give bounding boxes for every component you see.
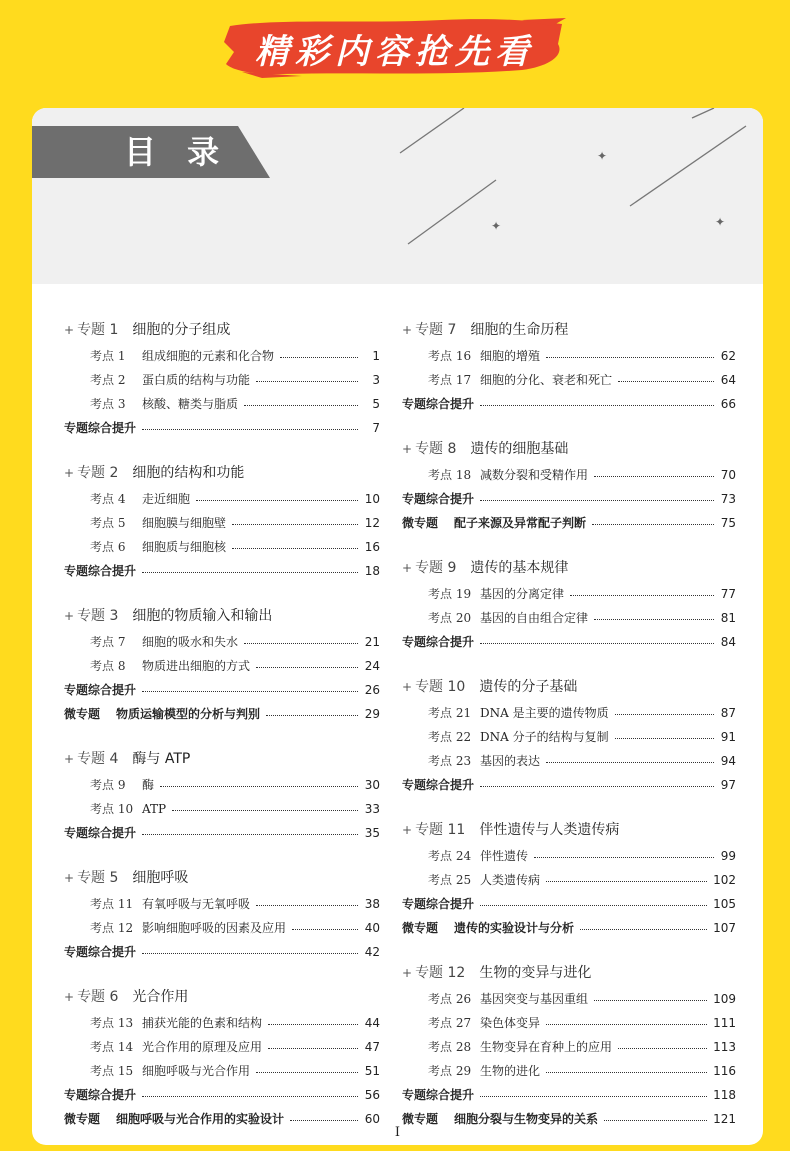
toc-section bbox=[64, 983, 380, 1131]
page-number-ref: 33 bbox=[364, 802, 380, 816]
entry-title: 细胞质与细胞核 bbox=[142, 540, 227, 554]
entry-label: 微专题 bbox=[402, 516, 439, 530]
plus-icon: + bbox=[402, 561, 413, 575]
page-number-ref: 77 bbox=[720, 587, 736, 601]
entry-title: 物质运输模型的分析与判别 bbox=[116, 707, 261, 721]
section-heading[interactable] bbox=[64, 602, 380, 630]
entry-title: DNA 是主要的遗传物质 bbox=[480, 706, 609, 720]
dot-leader bbox=[480, 905, 707, 906]
dot-leader bbox=[546, 1072, 707, 1073]
section-heading[interactable] bbox=[64, 459, 380, 487]
dot-leader bbox=[480, 500, 714, 501]
toc-section bbox=[402, 316, 736, 416]
entry-label: 微专题 bbox=[402, 921, 439, 935]
entry-title: 细胞分裂与生物变异的关系 bbox=[454, 1112, 599, 1126]
toc-section bbox=[64, 602, 380, 726]
dot-leader bbox=[256, 905, 358, 906]
entry-title: 细胞膜与细胞壁 bbox=[142, 516, 227, 530]
entry-label: 考点 2 bbox=[90, 373, 126, 387]
summary-entry[interactable] bbox=[64, 940, 380, 964]
toc-entry[interactable] bbox=[402, 844, 736, 868]
section-heading[interactable] bbox=[402, 816, 736, 844]
summary-entry[interactable] bbox=[64, 821, 380, 845]
entry-label: 微专题 bbox=[64, 1112, 101, 1126]
page-number-ref: 7 bbox=[372, 421, 380, 435]
toc-entry[interactable] bbox=[402, 1035, 736, 1059]
entry-label: 考点 14 bbox=[90, 1040, 134, 1054]
section-title: 遗传的基本规律 bbox=[470, 560, 569, 576]
dot-leader bbox=[290, 1120, 358, 1121]
section-title: 光合作用 bbox=[132, 989, 189, 1005]
entry-label: 考点 24 bbox=[428, 849, 472, 863]
entry-title: 捕获光能的色素和结构 bbox=[142, 1016, 263, 1030]
entry-title: 细胞呼吸与光合作用的实验设计 bbox=[116, 1112, 285, 1126]
entry-label: 考点 17 bbox=[428, 373, 472, 387]
toc-entry[interactable] bbox=[64, 773, 380, 797]
page-number-ref: 10 bbox=[364, 492, 380, 506]
entry-label: 微专题 bbox=[402, 1112, 439, 1126]
entry-title: 配子来源及异常配子判断 bbox=[454, 516, 587, 530]
toc-section bbox=[402, 554, 736, 654]
toc-entry[interactable] bbox=[64, 1011, 380, 1035]
section-heading[interactable] bbox=[64, 864, 380, 892]
entry-title: 遗传的实验设计与分析 bbox=[454, 921, 575, 935]
section-heading[interactable] bbox=[64, 745, 380, 773]
dot-leader bbox=[142, 691, 358, 692]
toc-entry[interactable] bbox=[402, 582, 736, 606]
page-number-ref: 56 bbox=[364, 1088, 380, 1102]
summary-entry[interactable] bbox=[64, 678, 380, 702]
toc-section bbox=[402, 816, 736, 940]
entry-label: 考点 22 bbox=[428, 730, 472, 744]
section-title: 遗传的分子基础 bbox=[479, 679, 578, 695]
section-title: 细胞的分子组成 bbox=[132, 322, 231, 338]
page-number-ref: 118 bbox=[713, 1088, 736, 1102]
dot-leader bbox=[615, 738, 714, 739]
section-title: 酶与 ATP bbox=[132, 751, 191, 767]
section-heading[interactable] bbox=[64, 983, 380, 1011]
plus-icon: + bbox=[402, 823, 413, 837]
page-number-ref: 44 bbox=[364, 1016, 380, 1030]
toc-entry[interactable] bbox=[402, 725, 736, 749]
section-label: 专题 12 bbox=[415, 965, 466, 981]
entry-title: 走近细胞 bbox=[142, 492, 191, 506]
section-heading[interactable] bbox=[402, 673, 736, 701]
dot-leader bbox=[592, 524, 714, 525]
plus-icon: + bbox=[64, 323, 75, 337]
summary-entry[interactable] bbox=[402, 773, 736, 797]
toc-entry[interactable] bbox=[64, 630, 380, 654]
section-title: 伴性遗传与人类遗传病 bbox=[479, 822, 620, 838]
page-number-ref: 94 bbox=[720, 754, 736, 768]
page-number-ref: 30 bbox=[364, 778, 380, 792]
page-number-ref: 51 bbox=[364, 1064, 380, 1078]
dot-leader bbox=[280, 357, 358, 358]
entry-title: 基因突变与基因重组 bbox=[480, 992, 589, 1006]
page-number-ref: 102 bbox=[713, 873, 736, 887]
plus-icon: + bbox=[402, 323, 413, 337]
page-number-ref: 24 bbox=[364, 659, 380, 673]
dot-leader bbox=[266, 715, 358, 716]
page-number-ref: 97 bbox=[720, 778, 736, 792]
entry-title: 专题综合提升 bbox=[64, 945, 137, 959]
dot-leader bbox=[546, 881, 707, 882]
section-label: 专题 7 bbox=[415, 322, 457, 338]
entry-label: 考点 13 bbox=[90, 1016, 134, 1030]
entry-label: 考点 26 bbox=[428, 992, 472, 1006]
plus-icon: + bbox=[402, 680, 413, 694]
page-number-ref: 26 bbox=[364, 683, 380, 697]
section-title: 细胞的生命历程 bbox=[470, 322, 569, 338]
toc-entry[interactable] bbox=[64, 344, 380, 368]
entry-label: 考点 25 bbox=[428, 873, 472, 887]
entry-title: 光合作用的原理及应用 bbox=[142, 1040, 263, 1054]
dot-leader bbox=[570, 595, 714, 596]
section-title: 细胞的结构和功能 bbox=[132, 465, 245, 481]
plus-icon: + bbox=[64, 609, 75, 623]
plus-icon: + bbox=[64, 990, 75, 1004]
page-number-ref: 73 bbox=[720, 492, 736, 506]
entry-title: 细胞的增殖 bbox=[480, 349, 541, 363]
toc-entry[interactable] bbox=[64, 535, 380, 559]
star-icon: ✦ bbox=[596, 149, 608, 163]
entry-label: 考点 11 bbox=[90, 897, 134, 911]
entry-title: 蛋白质的结构与功能 bbox=[142, 373, 251, 387]
banner bbox=[222, 14, 568, 80]
page-number-ref: 62 bbox=[720, 349, 736, 363]
toc-entry[interactable] bbox=[64, 892, 380, 916]
page-number-ref: 16 bbox=[364, 540, 380, 554]
page-number-ref: 107 bbox=[713, 921, 736, 935]
toc-entry[interactable] bbox=[64, 1035, 380, 1059]
page-number-ref: 47 bbox=[364, 1040, 380, 1054]
section-label: 专题 8 bbox=[415, 441, 457, 457]
page-number-ref: 116 bbox=[713, 1064, 736, 1078]
plus-icon: + bbox=[64, 466, 75, 480]
dot-leader bbox=[604, 1120, 707, 1121]
page-number-ref: 121 bbox=[713, 1112, 736, 1126]
entry-label: 考点 16 bbox=[428, 349, 472, 363]
toc-entry[interactable] bbox=[402, 868, 736, 892]
dot-leader bbox=[594, 476, 714, 477]
section-label: 专题 1 bbox=[77, 322, 119, 338]
toc-entry[interactable] bbox=[402, 749, 736, 773]
star-icon: ✦ bbox=[490, 219, 502, 233]
entry-title: 专题综合提升 bbox=[64, 1088, 137, 1102]
entry-title: 酶 bbox=[142, 778, 155, 792]
entry-title: 专题综合提升 bbox=[64, 421, 137, 435]
page-number-ref: 109 bbox=[713, 992, 736, 1006]
entry-title: 人类遗传病 bbox=[480, 873, 541, 887]
toc-entry[interactable] bbox=[64, 487, 380, 511]
summary-entry[interactable] bbox=[402, 392, 736, 416]
dot-leader bbox=[580, 929, 707, 930]
entry-title: 核酸、糖类与脂质 bbox=[142, 397, 239, 411]
dot-leader bbox=[256, 381, 358, 382]
entry-title: ATP bbox=[142, 802, 167, 816]
toc-section bbox=[64, 864, 380, 964]
page-title: 目 录 bbox=[124, 133, 230, 171]
toc-entry[interactable] bbox=[64, 1059, 380, 1083]
entry-label: 考点 8 bbox=[90, 659, 126, 673]
entry-label: 微专题 bbox=[64, 707, 101, 721]
entry-label: 考点 20 bbox=[428, 611, 472, 625]
entry-label: 考点 3 bbox=[90, 397, 126, 411]
entry-label: 考点 19 bbox=[428, 587, 472, 601]
page-number-ref: 105 bbox=[713, 897, 736, 911]
page-number-ref: 12 bbox=[364, 516, 380, 530]
section-heading[interactable] bbox=[402, 435, 736, 463]
section-label: 专题 4 bbox=[77, 751, 119, 767]
toc-section bbox=[402, 435, 736, 535]
entry-title: 专题综合提升 bbox=[64, 683, 137, 697]
section-label: 专题 10 bbox=[415, 679, 466, 695]
entry-title: 专题综合提升 bbox=[402, 897, 475, 911]
page-number-ref: 91 bbox=[720, 730, 736, 744]
dot-leader bbox=[142, 1096, 358, 1097]
plus-icon: + bbox=[64, 752, 75, 766]
dot-leader bbox=[256, 667, 358, 668]
entry-label: 考点 5 bbox=[90, 516, 126, 530]
entry-title: 减数分裂和受精作用 bbox=[480, 468, 589, 482]
dot-leader bbox=[160, 786, 358, 787]
entry-label: 考点 10 bbox=[90, 802, 134, 816]
dot-leader bbox=[142, 429, 358, 430]
page-number-ref: 81 bbox=[720, 611, 736, 625]
section-heading[interactable] bbox=[402, 316, 736, 344]
toc-entry[interactable] bbox=[64, 916, 380, 940]
entry-label: 考点 23 bbox=[428, 754, 472, 768]
page-number-ref: 5 bbox=[372, 397, 380, 411]
entry-title: 生物的进化 bbox=[480, 1064, 541, 1078]
dot-leader bbox=[480, 405, 714, 406]
section-label: 专题 6 bbox=[77, 989, 119, 1005]
dot-leader bbox=[480, 643, 714, 644]
section-title: 生物的变异与进化 bbox=[479, 965, 592, 981]
toc-entry[interactable] bbox=[402, 606, 736, 630]
dot-leader bbox=[142, 953, 358, 954]
dot-leader bbox=[268, 1024, 358, 1025]
dot-leader bbox=[618, 381, 714, 382]
entry-title: 伴性遗传 bbox=[480, 849, 529, 863]
entry-title: 基因的表达 bbox=[480, 754, 541, 768]
entry-label: 考点 28 bbox=[428, 1040, 472, 1054]
toc-entry[interactable] bbox=[402, 1059, 736, 1083]
entry-title: DNA 分子的结构与复制 bbox=[480, 730, 609, 744]
dot-leader bbox=[268, 1048, 358, 1049]
section-title: 细胞呼吸 bbox=[132, 870, 189, 886]
page-number-ref: 99 bbox=[720, 849, 736, 863]
toc-entry[interactable] bbox=[64, 797, 380, 821]
toc-section bbox=[64, 459, 380, 583]
dot-leader bbox=[142, 572, 358, 573]
section-label: 专题 5 bbox=[77, 870, 119, 886]
entry-title: 专题综合提升 bbox=[402, 1088, 475, 1102]
entry-title: 专题综合提升 bbox=[64, 564, 137, 578]
toc-entry[interactable] bbox=[402, 987, 736, 1011]
entry-label: 考点 12 bbox=[90, 921, 134, 935]
section-label: 专题 11 bbox=[415, 822, 466, 838]
toc-entry[interactable] bbox=[64, 368, 380, 392]
dot-leader bbox=[546, 1024, 707, 1025]
section-heading[interactable] bbox=[64, 316, 380, 344]
section-heading[interactable] bbox=[402, 959, 736, 987]
entry-title: 基因的分离定律 bbox=[480, 587, 565, 601]
entry-title: 专题综合提升 bbox=[64, 826, 137, 840]
dot-leader bbox=[480, 786, 714, 787]
toc-section bbox=[64, 316, 380, 440]
page-number-ref: 18 bbox=[364, 564, 380, 578]
toc-entry[interactable] bbox=[402, 701, 736, 725]
entry-label: 考点 1 bbox=[90, 349, 126, 363]
micro-topic-entry[interactable] bbox=[402, 511, 736, 535]
page-number-ref: 1 bbox=[372, 349, 380, 363]
page-number-ref: 35 bbox=[364, 826, 380, 840]
entry-title: 有氧呼吸与无氧呼吸 bbox=[142, 897, 251, 911]
entry-label: 考点 7 bbox=[90, 635, 126, 649]
summary-entry[interactable] bbox=[64, 559, 380, 583]
entry-label: 考点 29 bbox=[428, 1064, 472, 1078]
dot-leader bbox=[546, 762, 714, 763]
dot-leader bbox=[196, 500, 358, 501]
entry-label: 考点 21 bbox=[428, 706, 472, 720]
page-number-ref: 66 bbox=[720, 397, 736, 411]
dot-leader bbox=[615, 714, 714, 715]
summary-entry[interactable] bbox=[64, 416, 380, 440]
summary-entry[interactable] bbox=[402, 892, 736, 916]
page-number-ref: 64 bbox=[720, 373, 736, 387]
section-title: 遗传的细胞基础 bbox=[470, 441, 569, 457]
section-label: 专题 9 bbox=[415, 560, 457, 576]
entry-title: 染色体变异 bbox=[480, 1016, 541, 1030]
entry-label: 考点 18 bbox=[428, 468, 472, 482]
entry-title: 专题综合提升 bbox=[402, 492, 475, 506]
micro-topic-entry[interactable] bbox=[402, 916, 736, 940]
entry-title: 影响细胞呼吸的因素及应用 bbox=[142, 921, 287, 935]
entry-title: 组成细胞的元素和化合物 bbox=[142, 349, 275, 363]
section-label: 专题 3 bbox=[77, 608, 119, 624]
dot-leader bbox=[546, 357, 714, 358]
page-number-ref: 75 bbox=[720, 516, 736, 530]
toc-card bbox=[32, 108, 763, 1145]
decorative-lines bbox=[32, 108, 763, 284]
section-title: 细胞的物质输入和输出 bbox=[132, 608, 273, 624]
header-band bbox=[32, 108, 763, 284]
toc-section bbox=[64, 745, 380, 845]
entry-title: 专题综合提升 bbox=[402, 635, 475, 649]
dot-leader bbox=[172, 810, 358, 811]
page-number-ref: 111 bbox=[713, 1016, 736, 1030]
dot-leader bbox=[534, 857, 714, 858]
micro-topic-entry[interactable] bbox=[64, 702, 380, 726]
page-number-ref: 87 bbox=[720, 706, 736, 720]
summary-entry[interactable] bbox=[64, 1083, 380, 1107]
dot-leader bbox=[244, 405, 358, 406]
dot-leader bbox=[256, 1072, 358, 1073]
page-number-ref: 29 bbox=[364, 707, 380, 721]
toc-section bbox=[402, 959, 736, 1131]
star-icon: ✦ bbox=[714, 215, 726, 229]
entry-label: 考点 4 bbox=[90, 492, 126, 506]
page-number-ref: 21 bbox=[364, 635, 380, 649]
page-number-ref: 60 bbox=[364, 1112, 380, 1126]
page-number-ref: 70 bbox=[720, 468, 736, 482]
toc-entry[interactable] bbox=[64, 654, 380, 678]
summary-entry[interactable] bbox=[402, 487, 736, 511]
entry-title: 生物变异在育种上的应用 bbox=[480, 1040, 613, 1054]
toc-entry[interactable] bbox=[402, 1011, 736, 1035]
dot-leader bbox=[292, 929, 358, 930]
dot-leader bbox=[618, 1048, 707, 1049]
page-number-ref: 38 bbox=[364, 897, 380, 911]
summary-entry[interactable] bbox=[402, 630, 736, 654]
entry-label: 考点 6 bbox=[90, 540, 126, 554]
dot-leader bbox=[594, 619, 714, 620]
entry-title: 专题综合提升 bbox=[402, 778, 475, 792]
dot-leader bbox=[232, 524, 358, 525]
toc-section bbox=[402, 673, 736, 797]
section-heading[interactable] bbox=[402, 554, 736, 582]
banner-title: 精彩内容抢先看 bbox=[255, 32, 535, 72]
entry-title: 物质进出细胞的方式 bbox=[142, 659, 251, 673]
entry-label: 考点 9 bbox=[90, 778, 126, 792]
dot-leader bbox=[244, 643, 358, 644]
toc-right-column bbox=[402, 316, 736, 1145]
entry-title: 细胞的分化、衰老和死亡 bbox=[480, 373, 613, 387]
dot-leader bbox=[594, 1000, 707, 1001]
entry-title: 基因的自由组合定律 bbox=[480, 611, 589, 625]
page-number-ref: 3 bbox=[372, 373, 380, 387]
dot-leader bbox=[232, 548, 358, 549]
plus-icon: + bbox=[64, 871, 75, 885]
toc-entry[interactable] bbox=[64, 511, 380, 535]
toc-left-column bbox=[64, 316, 380, 1145]
entry-title: 细胞呼吸与光合作用 bbox=[142, 1064, 251, 1078]
entry-label: 考点 15 bbox=[90, 1064, 134, 1078]
entry-title: 细胞的吸水和失水 bbox=[142, 635, 239, 649]
dot-leader bbox=[480, 1096, 707, 1097]
page-number-ref: 113 bbox=[713, 1040, 736, 1054]
entry-label: 考点 27 bbox=[428, 1016, 472, 1030]
dot-leader bbox=[142, 834, 358, 835]
plus-icon: + bbox=[402, 966, 413, 980]
toc-entry[interactable] bbox=[402, 344, 736, 368]
plus-icon: + bbox=[402, 442, 413, 456]
page-number-ref: 42 bbox=[364, 945, 380, 959]
summary-entry[interactable] bbox=[402, 1083, 736, 1107]
section-label: 专题 2 bbox=[77, 465, 119, 481]
toc-entry[interactable] bbox=[402, 368, 736, 392]
toc-entry[interactable] bbox=[402, 463, 736, 487]
page-number-ref: 84 bbox=[720, 635, 736, 649]
page-number: I bbox=[394, 1125, 401, 1140]
toc-entry[interactable] bbox=[64, 392, 380, 416]
entry-title: 专题综合提升 bbox=[402, 397, 475, 411]
page-number-ref: 40 bbox=[364, 921, 380, 935]
